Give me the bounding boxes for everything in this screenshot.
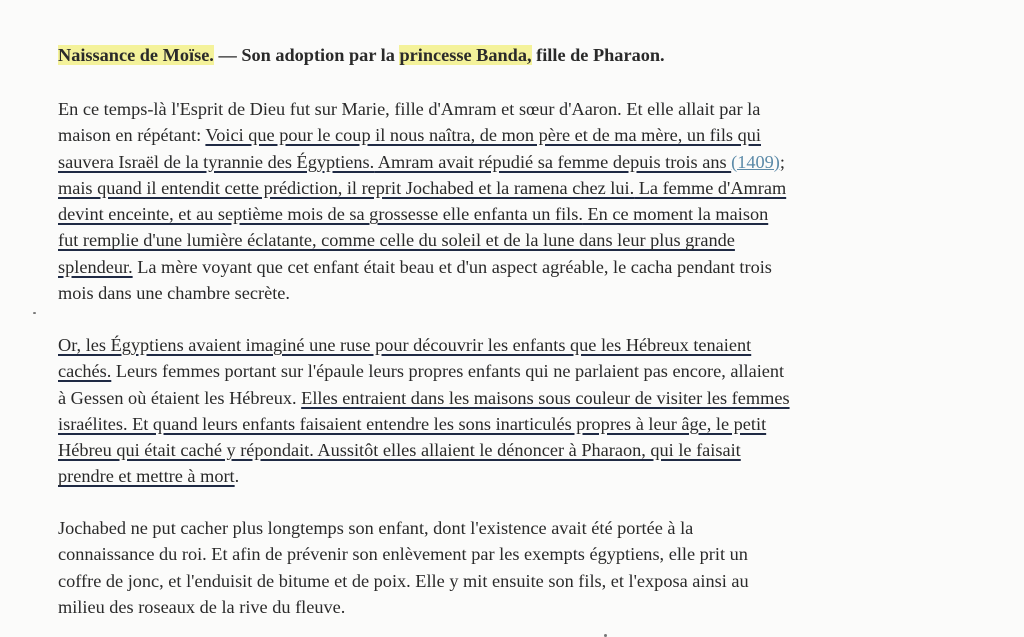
p2-l3-text: à Gessen où étaient les Hébreux. [58,387,302,408]
p1-line-1 [58,96,786,122]
p2-l6-underlined: prendre et mettre à mort [58,466,235,487]
page-title [58,45,665,66]
p1-l7-text: La mère voyant que cet enfant était beau et d'un aspect agréable, le cacha pendant trois [132,256,772,277]
p1-line-6 [58,227,786,253]
title-middle: — Son adoption par la [213,45,400,65]
p3-line-2 [58,541,749,567]
p3-line-4 [58,594,749,620]
p1-line-7 [58,254,786,280]
p2-l5-underlined: Hébreu qui était caché y répondait. Aussitôt elles allaient le dénoncer à Pharaon, qui le faisait [58,440,741,461]
p1-l1-text: En ce temps-là l'Esprit de Dieu fut sur Marie, fille d'Amram et sœur d'Aaron. Et elle allait par la [58,99,761,119]
p2-line-2 [58,358,790,384]
p3-line-1 [58,515,749,541]
p2-line-5 [58,437,790,463]
title-highlight-2: princesse Banda, [399,45,532,65]
p3-l3-text: coffre de jonc, et l'enduisit de bitume et de poix. Elle y mit ensuite son fils, et l'exposa ainsi au [58,570,749,591]
p3-l1-text: Jochabed ne put cacher plus longtemps son enfant, dont l'existence avait été portée à la [58,518,694,538]
p1-line-2 [58,122,786,148]
p1-l8-text: mois dans une chambre secrète. [58,283,290,304]
title-end: fille de Pharaon. [531,45,665,65]
paragraph-3 [58,515,749,620]
p1-l3-underlined-2: Amram avait répudié sa femme depuis trois ans [374,151,732,172]
p2-line-4 [58,411,790,437]
title-highlight-1: Naissance de Moïse. [58,45,214,65]
scan-speck [33,312,36,314]
p1-l2-underlined: Voici que pour le coup il nous naîtra, de mon père et de ma mère, un fils qui [205,125,761,146]
p1-l2-text: maison en répétant: [58,125,206,146]
p2-l1-underlined: Or, les Égyptiens avaient imaginé une ruse pour découvrir les enfants que les Hébreux tenaient [58,335,752,355]
p2-l2-underlined: cachés. [58,361,112,382]
p1-l5-underlined-2: En ce moment la maison [582,204,769,225]
footnote-link-1409[interactable]: (1409) [731,151,780,172]
p3-line-3 [58,568,749,594]
paragraph-1 [58,96,786,306]
p1-l4-underlined-2: La femme d'Amram [634,177,787,198]
p1-line-5 [58,201,786,227]
p1-line-4 [58,175,786,201]
p2-l3-underlined: Elles entraient dans les maisons sous couleur de visiter les femmes [301,387,790,408]
p2-line-3 [58,385,790,411]
p1-l6-underlined: fut remplie d'une lumière éclatante, comme celle du soleil et de la lune dans leur plus grande [58,230,735,251]
p2-line-6 [58,463,790,489]
p2-line-1 [58,332,790,358]
p1-l7-underlined: splendeur. [58,256,133,277]
paragraph-2 [58,332,790,490]
p1-l5-underlined: devint enceinte, et au septième mois de sa grossesse elle enfanta un fils. [58,204,583,225]
p1-line-3 [58,149,786,175]
p1-l3-punct: ; [779,151,785,172]
p1-line-8 [58,280,786,306]
p1-l3-underlined: sauvera Israël de la tyrannie des Égyptiens. [58,151,375,172]
p2-l2-text: Leurs femmes portant sur l'épaule leurs propres enfants qui ne parlaient pas encore, allaient [111,361,785,382]
p1-l4-underlined: mais quand il entendit cette prédiction, il reprit Jochabed et la ramena chez lui. [58,177,635,198]
p3-l4-text: milieu des roseaux de la rive du fleuve. [58,596,346,617]
p2-l6-punct: . [234,466,240,487]
p2-l4-underlined: israélites. Et quand leurs enfants faisaient entendre les sons inarticulés propres à leur âge, le petit [58,413,767,434]
p3-l2-text: connaissance du roi. Et afin de prévenir son enlèvement par les exempts égyptiens, elle prit un [58,544,748,565]
